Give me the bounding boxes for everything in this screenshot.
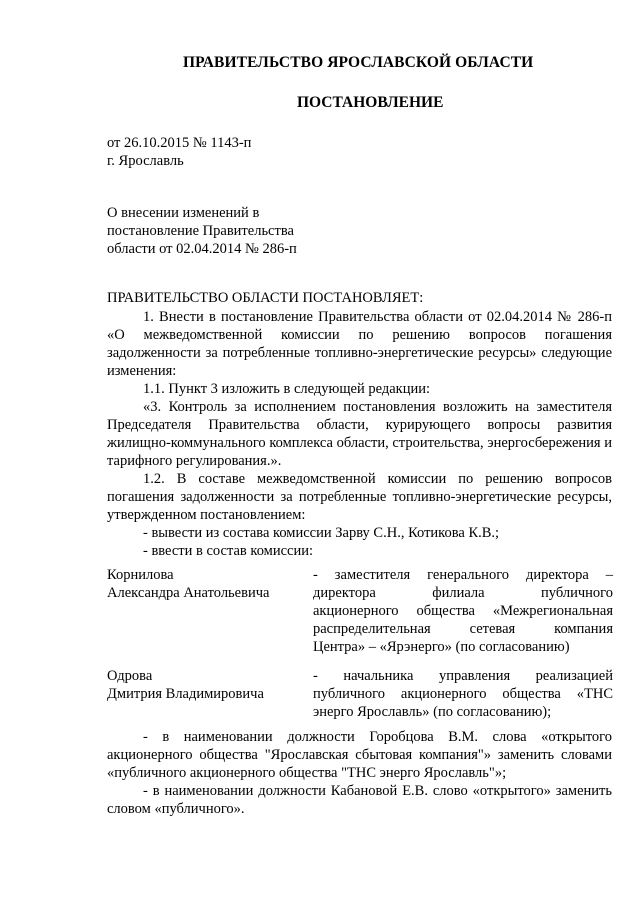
- member-given-name: Дмитрия Владимировича: [107, 686, 264, 702]
- remove-members: - вывести из состава комиссии Зарву С.Н., Котикова К.В.;: [143, 525, 500, 541]
- member-role: [313, 566, 613, 656]
- role-line: распределительная сетевая компания: [313, 621, 613, 637]
- city: г. Ярославль: [107, 153, 184, 169]
- role-line: акционерного общества «Межрегиональная: [313, 603, 613, 619]
- role-line: - начальника управления реализацией: [313, 668, 613, 684]
- paragraph-1-1: 1.1. Пункт 3 изложить в следующей редакции:: [143, 381, 431, 397]
- date-number: от 26.10.2015 № 1143-п: [107, 135, 252, 151]
- document-type: ПОСТАНОВЛЕНИЕ: [297, 94, 444, 111]
- role-line: - заместителя генерального директора –: [313, 567, 613, 583]
- resolution-intro: ПРАВИТЕЛЬСТВО ОБЛАСТИ ПОСТАНОВЛЯЕТ:: [107, 290, 424, 306]
- subject-line: постановление Правительства: [107, 223, 294, 239]
- member-surname: Одрова: [107, 668, 153, 684]
- role-line: энерго Ярославль» (по согласованию);: [313, 704, 552, 720]
- subject-line: О внесении изменений в: [107, 205, 260, 221]
- change-gorobtsov: - в наименовании должности Горобцова В.М. слова «открытого акционерного общества "Ярославская сбытовая компания"» заменить словами «публичного акционерного общества "ТНС энерго Ярославль"»;: [107, 729, 612, 781]
- subject-block: [107, 204, 297, 258]
- subject-line: области от 02.04.2014 № 286-п: [107, 241, 297, 257]
- change-kabanova: - в наименовании должности Кабановой Е.В. слово «открытого» заменить словом «публичного».: [107, 783, 612, 817]
- role-line: публичного акционерного общества «ТНС: [313, 686, 613, 702]
- member-role: [313, 667, 613, 721]
- member-given-name: Александра Анатольевича: [107, 585, 270, 601]
- member-surname: Корнилова: [107, 567, 174, 583]
- paragraph-1: 1. Внести в постановление Правительства области от 02.04.2014 № 286-п «О межведомственной комиссии по решению вопросов погашения задолженности за потребленные топливно-энергетические ресурсы» следующие изменения:: [107, 309, 612, 379]
- add-members: - ввести в состав комиссии:: [143, 543, 314, 559]
- role-line: Центра» – «Ярэнерго» (по согласованию): [313, 639, 570, 655]
- member-name: [107, 667, 307, 703]
- government-title: ПРАВИТЕЛЬСТВО ЯРОСЛАВСКОЙ ОБЛАСТИ: [183, 54, 534, 71]
- role-line: директора филиала публичного: [313, 585, 613, 601]
- paragraph-1-1-text: «3. Контроль за исполнением постановления возложить на заместителя Председателя Правительства области, курирующего вопросы развития жилищно-коммунального комплекса области, строительства, энергосбережения и тарифного регулирования.».: [107, 399, 612, 469]
- member-name: [107, 566, 307, 602]
- paragraph-1-2: 1.2. В составе межведомственной комиссии по решению вопросов погашения задолженности за потребленные топливно-энергетические ресурсы, утвержденном постановлением:: [107, 471, 612, 523]
